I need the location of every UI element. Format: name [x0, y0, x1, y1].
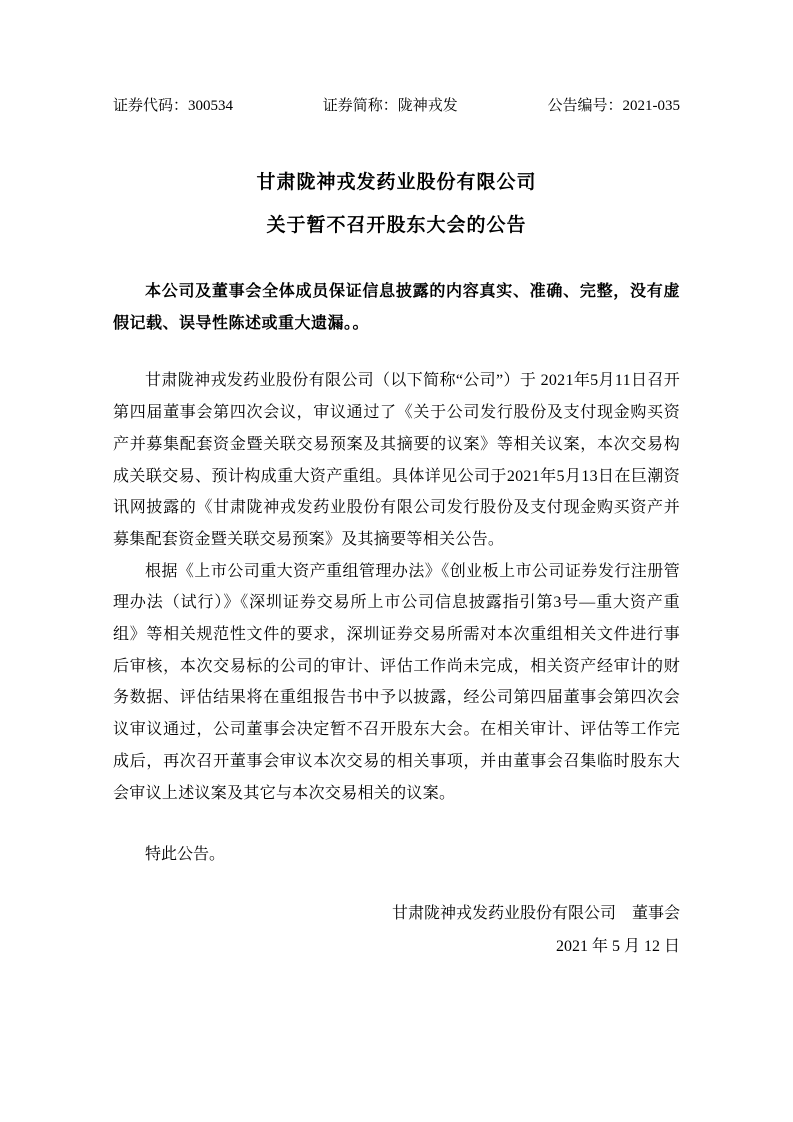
signature-company: 甘肃陇神戎发药业股份有限公司 董事会 — [391, 904, 680, 922]
signature-date: 2021 年 5 月 12 日 — [555, 937, 680, 955]
document-header — [113, 96, 680, 117]
stock-code: 证券代码：300534 — [113, 98, 234, 114]
stock-short-name: 证券简称：陇神戎发 — [322, 98, 458, 114]
announcement-number: 公告编号：2021-035 — [547, 98, 680, 114]
document-title-line1: 甘肃陇神戎发药业股份有限公司 — [256, 172, 537, 193]
body-paragraph-1: 甘肃陇神戎发药业股份有限公司（以下简称“公司”）于 2021年5月11日召开第四届董事会第四次会议，审议通过了《关于公司发行股份及支付现金购买资产并募集配套资金暨关联交易预案及其摘要的议案》等相关议案，本次交易构成关联交易、预计构成重大资产重组。具体详见公司于2021年5月13日在巨潮资讯网披露的《甘肃陇神戎发药业股份有限公司发行股份及支付现金购买资产并募集配套资金暨关联交易预案》及其摘要等相关公告。 — [113, 372, 680, 548]
board-declaration: 本公司及董事会全体成员保证信息披露的内容真实、准确、完整，没有虚假记载、误导性陈述或重大遗漏。。 — [113, 283, 680, 332]
closing-statement: 特此公告。 — [145, 846, 226, 864]
document-title-line2: 关于暂不召开股东大会的公告 — [266, 215, 527, 236]
signature-block — [113, 898, 680, 963]
body-paragraph-2: 根据《上市公司重大资产重组管理办法》《创业板上市公司证券发行注册管理办法（试行）》《深圳证券交易所上市公司信息披露指引第3号—重大资产重组》等相关规范性文件的要求，深圳证券交易所需对本次重组相关文件进行事后审核，本次交易标的公司的审计、评估工作尚未完成，相关资产经审计的财务数据、评估结果将在重组报告书中予以披露，经公司第四届董事会第四次会议审议通过，公司董事会决定暂不召开股东大会。在相关审计、评估等工作完成后，再次召开董事会审议本次交易的相关事项，并由董事会召集临时股东大会审议上述议案及其它与本次交易相关的议案。 — [113, 562, 680, 802]
title-block — [113, 161, 680, 247]
